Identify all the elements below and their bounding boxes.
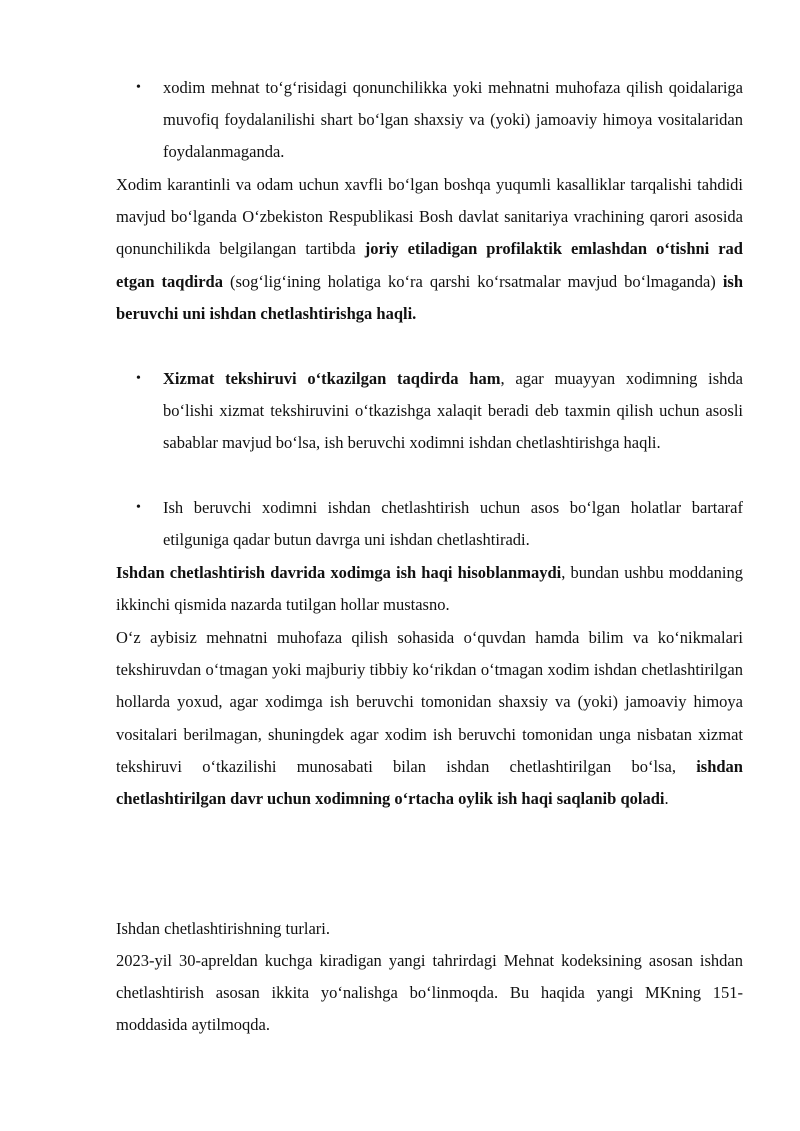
paragraph-vaccination — [116, 169, 743, 330]
paragraph-salary-retained — [116, 622, 743, 815]
paragraph-text: . — [664, 789, 669, 809]
bullet-text: , agar muayyan xodimning ishda bo‘lishi xizmat tekshiruvini o‘tkazishga xalaqit beradi deb taxmin qilish uchun asosli sabablar mavjud bo‘lsa, ish beruvchi xodimni ishdan chetlashtirishga haqli. — [163, 369, 743, 453]
bullet-item-3 — [136, 492, 743, 556]
paragraph-text: , bundan ushbu moddaning ikkinchi qismida nazarda tutilgan hollar mustasno. — [116, 563, 743, 615]
paragraph-salary-not-accrued — [116, 557, 743, 621]
bold-text: ishdan chetlashtirilgan davr uchun xodimning o‘rtacha oylik ish haqi saqlanib qoladi — [116, 756, 743, 809]
paragraph-text: O‘z aybisiz mehnatni muhofaza qilish sohasida o‘quvdan hamda bilim va ko‘nikmalari tekshiruvdan o‘tmagan yoki majburiy tibbiy ko‘rikdan o‘tmagan xodim ishdan chetlashtirilgan hollarda yoxud, agar xodimga ish beruvchi tomonidan shaxsiy va (yoki) jamoaviy himoya vositalari berilmagan, shuningdek agar xodim ish beruvchi tomonidan unga nisbatan xizmat tekshiruvi o‘tkazilishi munosabati bilan ishdan chetlashtirilgan bo‘lsa, — [116, 628, 743, 776]
heading-text: Ishdan chetlashtirishning turlari. — [116, 919, 330, 938]
paragraph-text: (sog‘lig‘ining holatiga ko‘ra qarshi ko‘rsatmalar mavjud bo‘lmaganda) — [222, 271, 723, 291]
bullet-item-1 — [136, 72, 743, 169]
paragraph-text: Xodim karantinli va odam uchun xavfli bo‘lgan boshqa yuqumli kasalliklar tarqalishi tahdidi mavjud bo‘lganda O‘zbekiston Respublikasi Bosh davlat sanitariya vrachining qarori asosida qonunchilikda belgilangan tartibda — [116, 175, 743, 259]
bold-text: Ishdan chetlashtirish davrida xodimga ish haqi hisoblanmaydi — [116, 563, 562, 582]
bullet-text: Ish beruvchi xodimni ishdan chetlashtirish uchun asos bo‘lgan holatlar bartaraf etilguniga qadar butun davrga uni ishdan chetlashtiradi. — [163, 498, 743, 550]
bullet-text: xodim mehnat to‘g‘risidagi qonunchilikka yoki mehnatni muhofaza qilish qoidalariga muvofiq foydalanilishi shart bo‘lgan shaxsiy va (yoki) jamoaviy himoya vositalaridan foydalanmaganda. — [163, 78, 743, 162]
paragraph-text: 2023-yil 30-apreldan kuchga kiradigan yangi tahrirdagi Mehnat kodeksining asosan ishdan chetlashtirish asosan ikkita yo‘nalishga bo‘linmoqda. Bu haqida yangi MKning 151-moddasida aytilmoqda. — [116, 951, 743, 1035]
bullet-icon: • — [136, 80, 141, 95]
bold-text: ish beruvchi uni ishdan chetlashtirishga haqli. — [116, 271, 743, 323]
section-heading — [116, 913, 743, 945]
bold-text: Xizmat tekshiruvi o‘tkazilgan taqdirda ham — [163, 369, 501, 388]
bullet-icon: • — [136, 371, 141, 386]
paragraph-labor-code — [116, 945, 743, 1042]
bold-text: joriy etiladigan profilaktik emlashdan o‘tishni rad etgan taqdirda — [116, 239, 743, 291]
bullet-icon: • — [136, 500, 141, 515]
bullet-item-2 — [136, 363, 743, 460]
